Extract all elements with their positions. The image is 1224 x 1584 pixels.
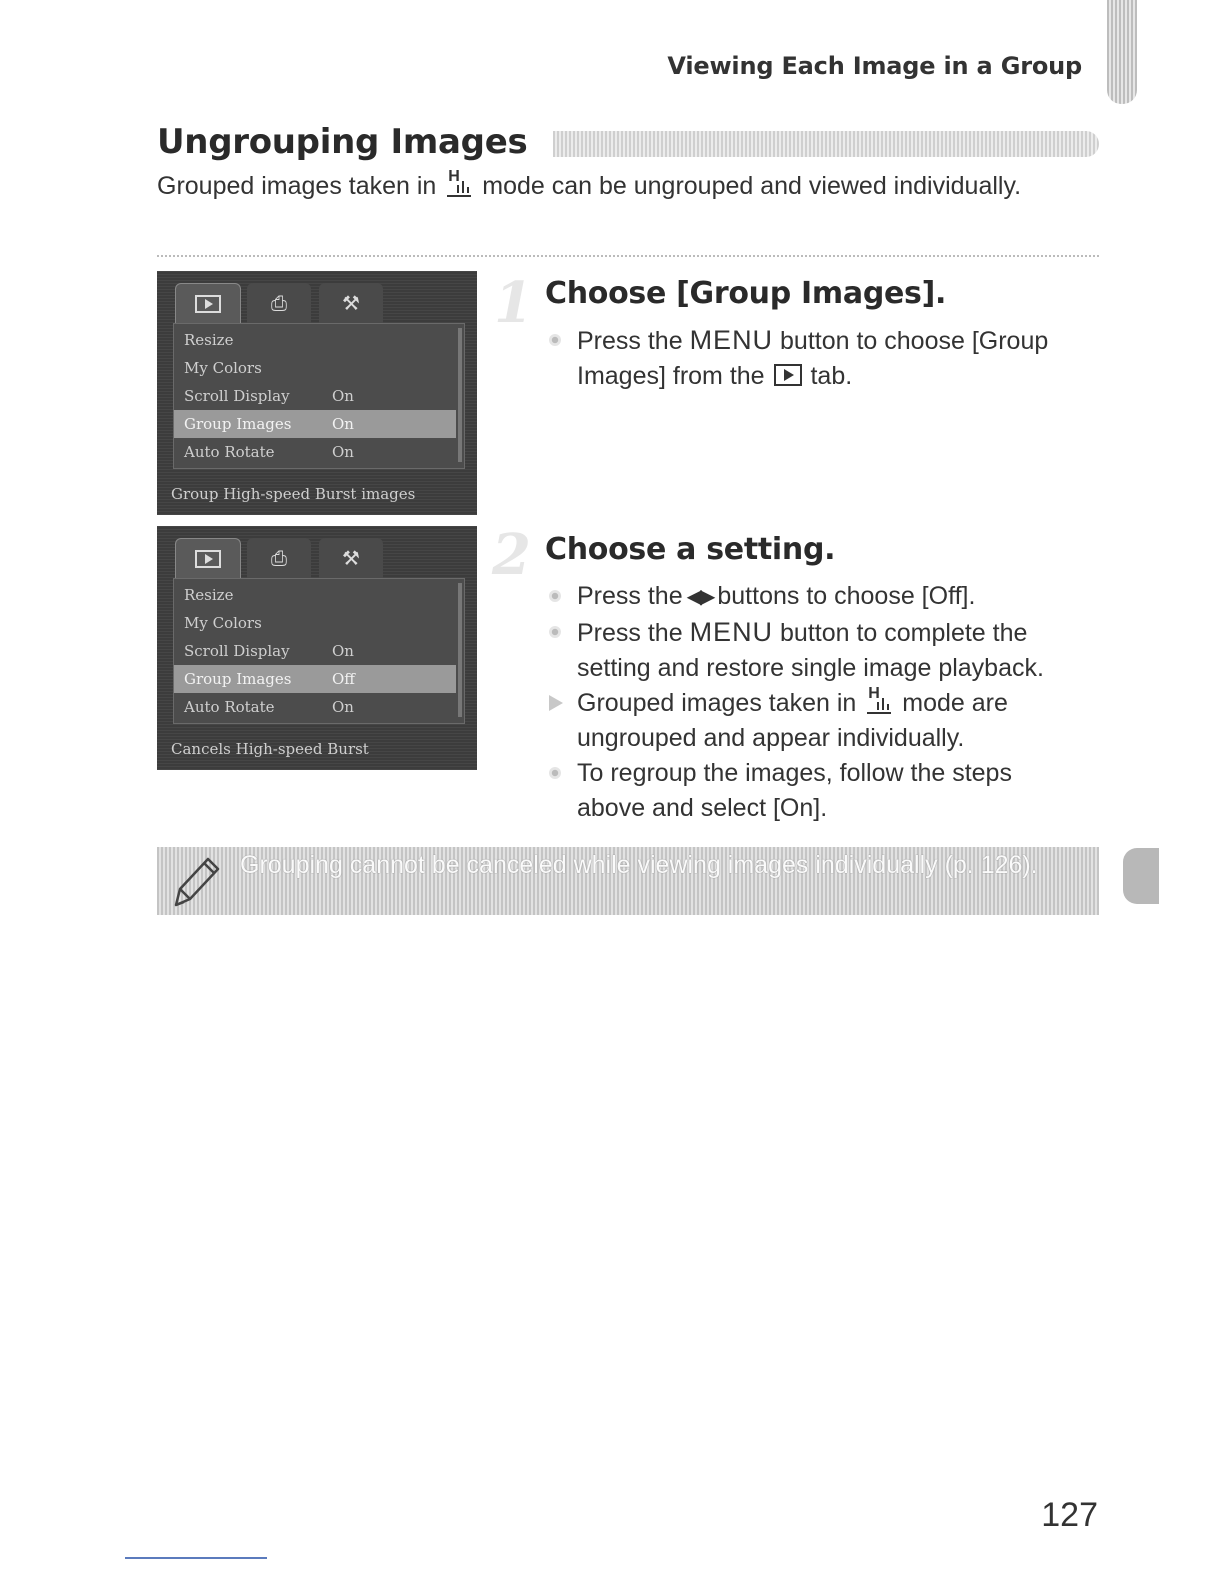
settings-tab xyxy=(319,283,383,323)
menu-list xyxy=(173,578,465,724)
pencil-note-icon xyxy=(166,851,222,913)
menu-hint: Group High-speed Burst images xyxy=(171,485,416,503)
menu-row: Resize xyxy=(184,331,234,349)
menu-list xyxy=(173,323,465,469)
wrench-icon: ⚒ xyxy=(342,291,360,315)
menu-scrollbar xyxy=(458,328,462,462)
high-speed-burst-icon: H xyxy=(447,173,471,197)
wrench-icon: ⚒ xyxy=(342,546,360,570)
chapter-side-tab xyxy=(1123,848,1159,904)
step-2-number: 2 xyxy=(492,522,531,588)
menu-row-selected: Group Images On xyxy=(174,410,456,438)
print-tab xyxy=(247,283,311,323)
playback-tab xyxy=(175,538,241,579)
bullet-dot-icon xyxy=(549,767,561,779)
menu-row: My Colors xyxy=(184,614,262,632)
menu-row-selected: Group Images Off xyxy=(174,665,456,693)
print-tab xyxy=(247,538,311,578)
footer-rule xyxy=(125,1557,267,1559)
menu-row: Auto Rotate On xyxy=(184,698,354,716)
intro-text-2: mode can be ungrouped and viewed individually. xyxy=(482,172,1022,200)
bullet-item-result: Grouped images taken in H mode are ungrouped and appear individually. xyxy=(545,686,1085,756)
intro-paragraph xyxy=(157,170,1057,203)
note-text: Grouping cannot be canceled while viewing images individually (p. 126). xyxy=(240,851,1038,879)
menu-row: Scroll Display On xyxy=(184,642,354,660)
high-speed-burst-icon: H xyxy=(867,690,891,714)
bullet-item: Press the ◀▶ buttons to choose [Off]. xyxy=(545,579,1085,615)
print-icon: ⎙ xyxy=(271,546,287,570)
bullet-item: Press the MENU button to complete the setting and restore single image playback. xyxy=(545,615,1085,686)
playback-icon xyxy=(195,295,221,313)
menu-row: Scroll Display On xyxy=(184,387,354,405)
left-right-arrows-icon: ◀▶ xyxy=(686,586,714,608)
bullet-item: Press the MENU button to choose [Group Images] from the tab. xyxy=(545,323,1085,394)
running-header: Viewing Each Image in a Group xyxy=(667,52,1082,80)
bullet-dot-icon xyxy=(549,590,561,602)
bullet-dot-icon xyxy=(549,626,561,638)
intro-text-1: Grouped images taken in xyxy=(157,172,437,200)
section-title: Ungrouping Images xyxy=(157,122,528,162)
menu-button-label: MENU xyxy=(689,325,774,355)
playback-tab xyxy=(175,283,241,324)
result-arrow-icon xyxy=(549,695,563,711)
chapter-edge-tab xyxy=(1107,0,1137,104)
settings-tab xyxy=(319,538,383,578)
menu-tabs xyxy=(173,283,461,323)
step-1-instructions xyxy=(545,323,1085,394)
step-2-instructions xyxy=(545,579,1085,826)
bullet-item: To regroup the images, follow the steps above and select [On]. xyxy=(545,756,1085,826)
menu-row: My Colors xyxy=(184,359,262,377)
step-1-heading: Choose [Group Images]. xyxy=(545,276,947,311)
menu-screenshot-1 xyxy=(157,271,477,515)
step-2-heading: Choose a setting. xyxy=(545,532,836,567)
title-decoration-bar xyxy=(553,131,1099,157)
bullet-dot-icon xyxy=(549,334,561,346)
menu-row: Auto Rotate On xyxy=(184,443,354,461)
menu-button-label: MENU xyxy=(689,617,774,647)
playback-icon xyxy=(195,550,221,568)
menu-row: Resize xyxy=(184,586,234,604)
playback-tab-icon xyxy=(774,364,802,386)
step-1-number: 1 xyxy=(494,270,533,336)
menu-scrollbar xyxy=(458,583,462,717)
section-divider xyxy=(157,255,1099,257)
menu-tabs xyxy=(173,538,461,578)
menu-hint: Cancels High-speed Burst xyxy=(171,740,369,758)
menu-screenshot-2 xyxy=(157,526,477,770)
page-number: 127 xyxy=(1041,1496,1098,1534)
print-icon: ⎙ xyxy=(271,291,287,315)
